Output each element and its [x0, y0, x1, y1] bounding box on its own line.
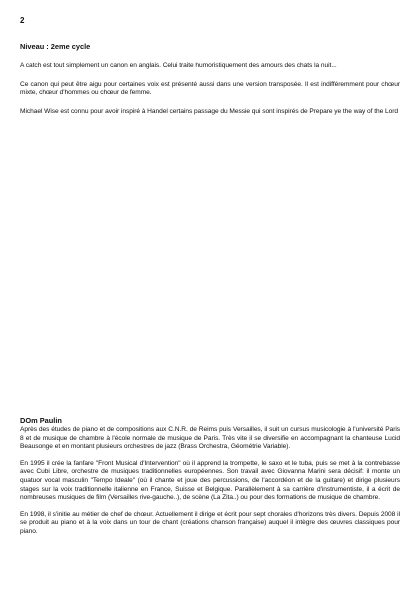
page-number: 2 — [20, 16, 25, 25]
level-paragraph-2: Ce canon qui peut être aigu pour certaines voix est présenté aussi dans une version transposée. Il est indifféremment pour chœur mixte, chœur d'hommes ou chœur de femme. — [20, 80, 400, 97]
author-paragraph-2: En 1995 il crée la fanfare "Front Musical d'Intervention" où il apprend la trompette, le saxo et le tuba, puis se met à la contrebasse avec Cubi Libre, orchestre de musiques traditionnelles européennes. Son travail avec Giovanna Marini sera décisif: il monte un quatuor vocal masculin "Tempo Ideale" (où il chante et joue des percussions, de l'accordéon et de la guitare) et dirige plusieurs stages sur la voix traditionnelle italienne en France, Suisse et Belgique. Parallèlement à sa carrière d'instrumentiste, il a écrit de nombreuses musiques de film (Versailles rive-gauche..), de scène (La Zita..) ou pour des formations de musique de chambre. — [20, 459, 400, 502]
author-paragraph-3: En 1998, il s'initie au métier de chef de chœur. Actuellement il dirige et écrit pour sept chorales d'horizons très divers. Depuis 2008 il se produit au piano et à la voix dans un tour de chant (créations chanson française) auquel il intègre des œuvres classiques pour piano. — [20, 510, 400, 535]
author-section — [20, 416, 400, 537]
level-paragraph-3: Michael Wise est connu pour avoir inspiré à Handel certains passage du Messie qui sont inspirés de Prepare ye the way of the Lord — [20, 107, 399, 115]
level-section — [20, 42, 400, 116]
level-heading: Niveau : 2eme cycle — [20, 42, 91, 51]
author-heading: DOm Paulin — [20, 416, 62, 425]
author-paragraph-1: Après des études de piano et de compositions aux C.N.R. de Reims puis Versailles, il suit un cursus musicologie à l'université Paris 8 et de musique de chambre à l'école normale de musique de Paris. Très vite il se diversifie en accompagnant la chanteuse Lucid Beausonge et en montant plusieurs orchestres de jazz (Brass Orchestra, Géométrie Variable). — [20, 426, 400, 451]
level-paragraph-1: A catch est tout simplement un canon en anglais. Celui traite humoristiquement des amours des chats la nuit... — [20, 62, 337, 69]
